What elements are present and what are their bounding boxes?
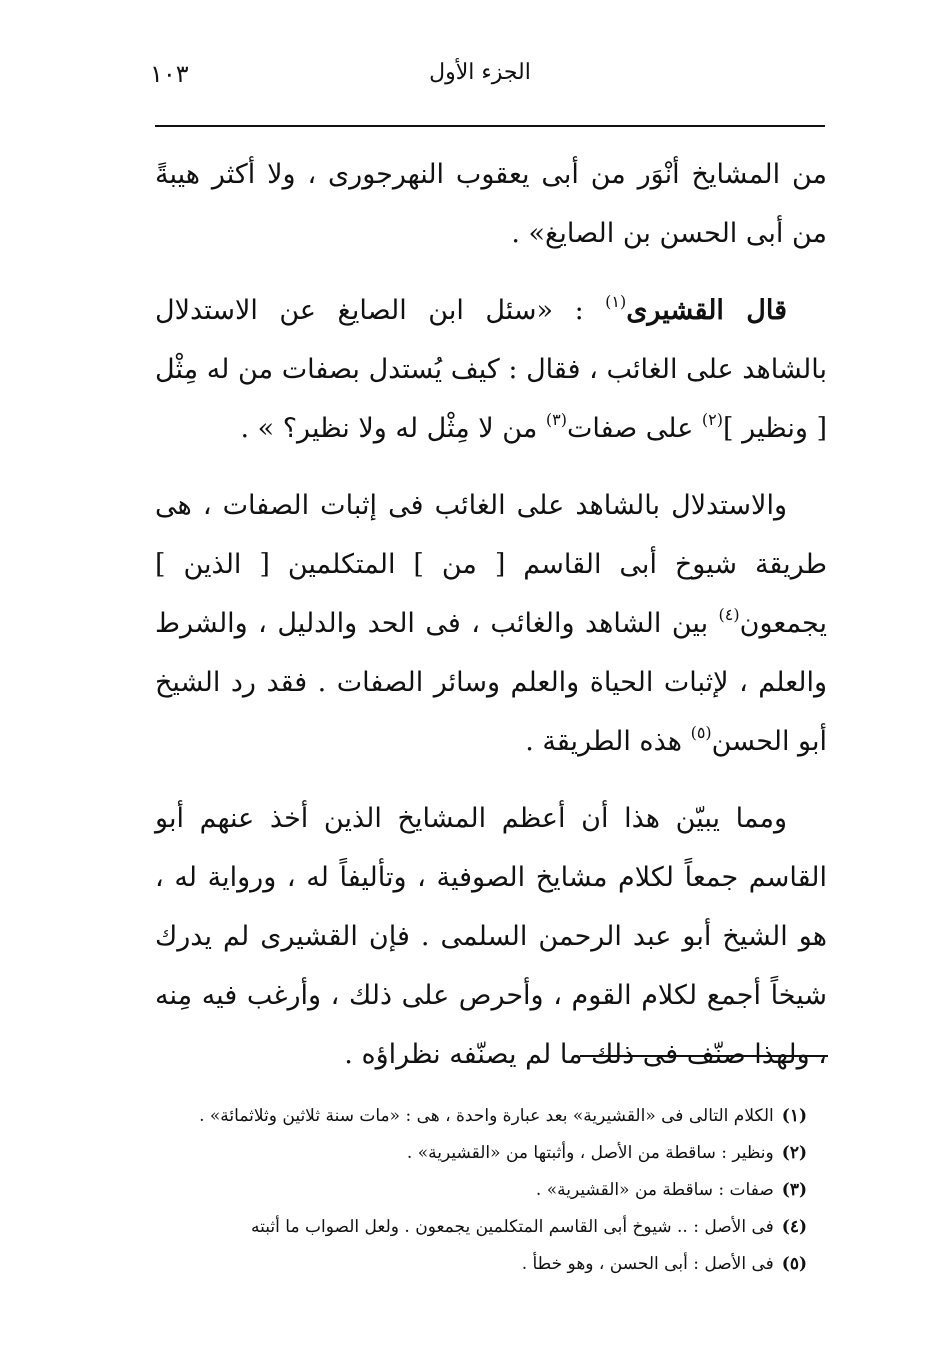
footnotes xyxy=(155,1098,827,1283)
footnote-ref-3[interactable]: (٣) xyxy=(545,410,567,429)
paragraph-text: بين الشاهد والغائب ، فى الحد والدليل ، والشرط والعلم ، لإثبات الحياة والعلم وسائر الصفات . فقد رد الشيخ أبو الحسن xyxy=(155,608,827,757)
footnote-ref-5[interactable]: (٥) xyxy=(690,723,712,742)
paragraph-text: هذه الطريقة . xyxy=(525,726,691,757)
footnote-number: (١) xyxy=(781,1106,807,1126)
footnote-4 xyxy=(155,1209,827,1246)
paragraph-3 xyxy=(155,476,827,771)
footnote-5 xyxy=(155,1246,827,1283)
footnote-text: صفات : ساقطة من «القشيرية» . xyxy=(535,1180,774,1200)
paragraph-2 xyxy=(155,281,827,458)
header-rule xyxy=(155,125,825,127)
footnote-number: (٤) xyxy=(781,1217,807,1237)
paragraph-text: ومما يبيّن هذا أن أعظم المشايخ الذين أخذ عنهم أبو القاسم جمعاً لكلام مشايخ الصوفية ، وتأليفاً له ، ورواية له ، هو الشيخ أبو عبد الرحمن السلمى . فإن القشيرى لم يدرك شيخاً أجمع لكلام القوم ، وأحرص على ذلك ، وأرغب فيه مِنه ، ولهذا صنّف فى ذلك ما لم يصنّفه نظراؤه . xyxy=(155,803,827,1070)
paragraph-text: من المشايخ أنْوَر من أبى يعقوب النهرجورى ، ولا أكثر هيبةً من أبى الحسن بن الصايغ» . xyxy=(155,159,827,249)
main-text xyxy=(155,145,827,1102)
footnote-ref-4[interactable]: (٤) xyxy=(718,605,740,624)
paragraph-text: من لا مِثْل له ولا نظير؟ » . xyxy=(240,413,546,444)
footnote-text: ونظير : ساقطة من الأصل ، وأثبتها من «القشيرية» . xyxy=(406,1143,774,1163)
footnote-2 xyxy=(155,1135,827,1172)
footnote-rule xyxy=(580,1055,828,1057)
speaker-name: قال القشيرى xyxy=(626,295,787,326)
footnote-1 xyxy=(155,1098,827,1135)
footnote-text: فى الأصل : .. شيوخ أبى القاسم المتكلمين يجمعون . ولعل الصواب ما أثبته xyxy=(251,1217,774,1237)
paragraph-1 xyxy=(155,145,827,263)
footnote-ref-1[interactable]: (١) xyxy=(605,292,627,311)
page-number: ١٠٣ xyxy=(150,60,189,88)
running-title: الجزء الأول xyxy=(429,60,531,85)
footnote-text: الكلام التالى فى «القشيرية» بعد عبارة واحدة ، هى : «مات سنة ثلاثين وثلاثمائة» . xyxy=(199,1106,774,1126)
footnote-number: (٢) xyxy=(781,1143,807,1163)
paragraph-text: : «سئل ابن الصايغ عن الاستدلال بالشاهد على الغائب ، فقال : كيف يُستدل بصفات من له مِثْل [ ونظير ] xyxy=(155,295,827,444)
paragraph-text: على صفات xyxy=(566,413,702,444)
footnote-text: فى الأصل : أبى الحسن ، وهو خطأ . xyxy=(521,1254,774,1274)
paragraph-text: والاستدلال بالشاهد على الغائب فى إثبات الصفات ، هى طريقة شيوخ أبى القاسم [ من ] المتكلمين [ الذين ] يجمعون xyxy=(155,490,827,639)
footnote-number: (٣) xyxy=(781,1180,807,1200)
footnote-number: (٥) xyxy=(781,1254,807,1274)
footnote-3 xyxy=(155,1172,827,1209)
footnote-ref-2[interactable]: (٢) xyxy=(701,410,724,429)
paragraph-4 xyxy=(155,789,827,1084)
